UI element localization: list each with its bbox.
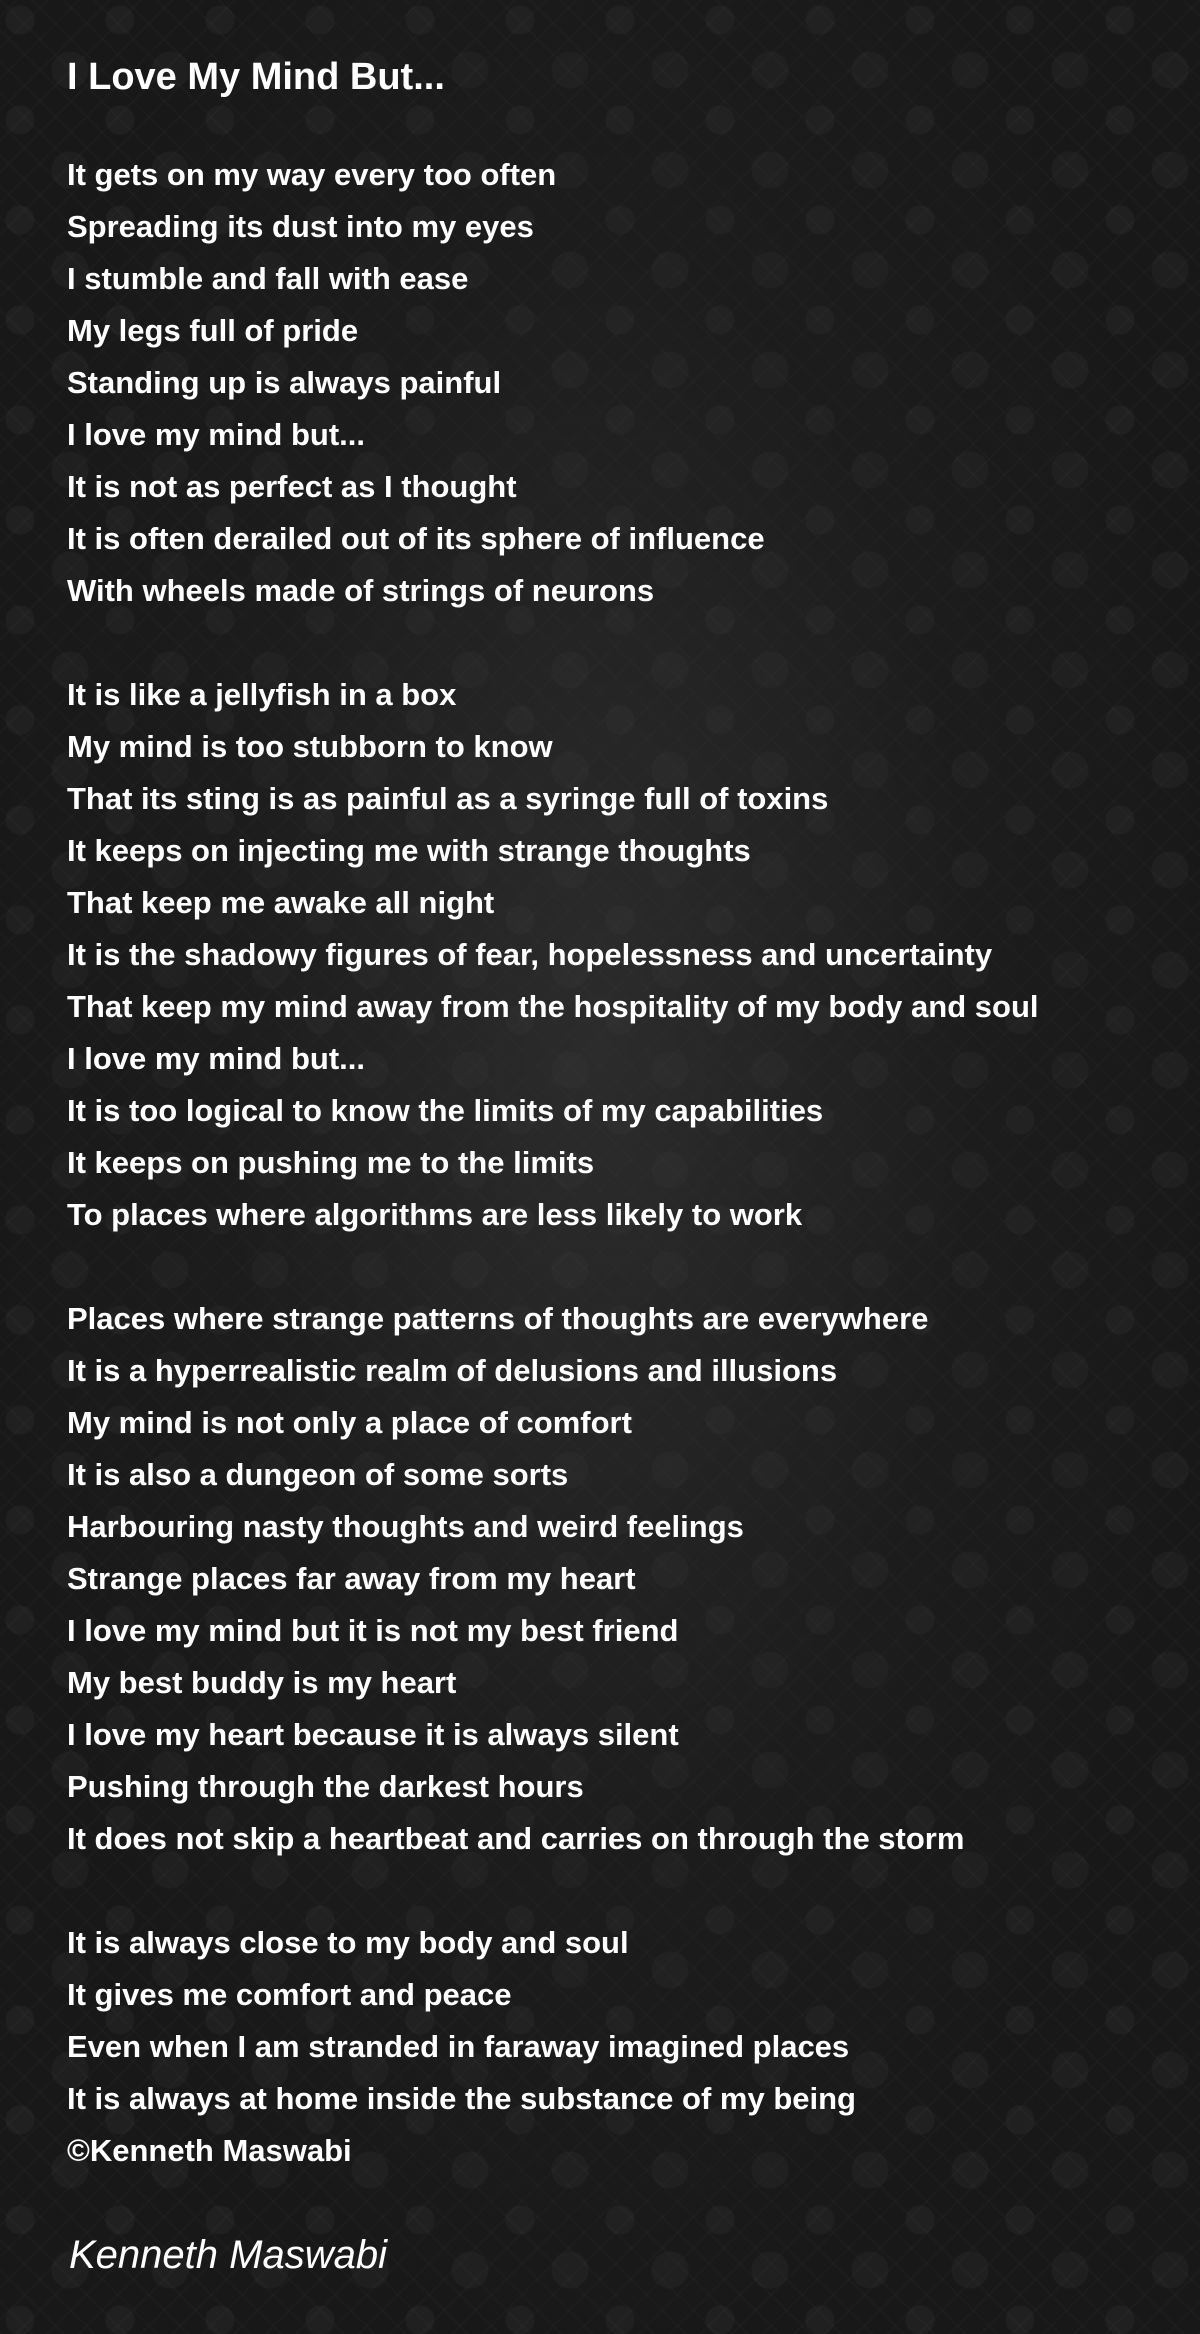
poem-line: I love my mind but... (67, 417, 365, 452)
copyright-line: ©Kenneth Maswabi (67, 2133, 352, 2168)
poem-line: It is also a dungeon of some sorts (67, 1457, 569, 1492)
poem-line: My mind is not only a place of comfort (67, 1405, 632, 1440)
poem-line: To places where algorithms are less likely to work (67, 1197, 803, 1232)
poem-line: That keep me awake all night (67, 885, 495, 920)
stanza-3 (67, 1293, 1177, 1865)
poem-line: I stumble and fall with ease (67, 261, 469, 296)
poem-line: It is always close to my body and soul (67, 1925, 629, 1960)
poem-line: Standing up is always painful (67, 365, 502, 400)
poem-line: It is like a jellyfish in a box (67, 677, 457, 712)
poem-line: It keeps on injecting me with strange thoughts (67, 833, 751, 868)
poem-line: Places where strange patterns of thoughts are everywhere (67, 1301, 929, 1336)
poem-line: It is a hyperrealistic realm of delusions and illusions (67, 1353, 838, 1388)
poem-line: Pushing through the darkest hours (67, 1769, 584, 1804)
poem-line: I love my heart because it is always silent (67, 1717, 679, 1752)
poem-line: It is the shadowy figures of fear, hopelessness and uncertainty (67, 937, 993, 972)
poem-line: I love my mind but... (67, 1041, 365, 1076)
poem-line: Spreading its dust into my eyes (67, 209, 534, 244)
stanza-4 (67, 1917, 1177, 2177)
poem-line: It does not skip a heartbeat and carries on through the storm (67, 1821, 965, 1856)
poem-line: Strange places far away from my heart (67, 1561, 636, 1596)
poem-line: With wheels made of strings of neurons (67, 573, 655, 608)
poem-body (67, 149, 1177, 2229)
poem-line: That keep my mind away from the hospitality of my body and soul (67, 989, 1039, 1024)
poem-line: My legs full of pride (67, 313, 359, 348)
poem-line: My mind is too stubborn to know (67, 729, 553, 764)
poem-author: Kenneth Maswabi (69, 2233, 387, 2277)
poem-line: Harbouring nasty thoughts and weird feelings (67, 1509, 744, 1544)
poem-line: That its sting is as painful as a syringe full of toxins (67, 781, 829, 816)
stanza-2 (67, 669, 1177, 1241)
poem-line: It is often derailed out of its sphere of influence (67, 521, 765, 556)
poem-line: It keeps on pushing me to the limits (67, 1145, 595, 1180)
poem-line: It gets on my way every too often (67, 157, 557, 192)
poem-line: Even when I am stranded in faraway imagined places (67, 2029, 850, 2064)
poem-line: It is too logical to know the limits of my capabilities (67, 1093, 824, 1128)
stanza-1 (67, 149, 1177, 617)
poem-line: I love my mind but it is not my best friend (67, 1613, 679, 1648)
poem-line: It gives me comfort and peace (67, 1977, 512, 2012)
poem-line: It is not as perfect as I thought (67, 469, 517, 504)
poem-line: It is always at home inside the substance of my being (67, 2081, 856, 2116)
poem-title: I Love My Mind But... (67, 56, 445, 98)
poem-line: My best buddy is my heart (67, 1665, 457, 1700)
